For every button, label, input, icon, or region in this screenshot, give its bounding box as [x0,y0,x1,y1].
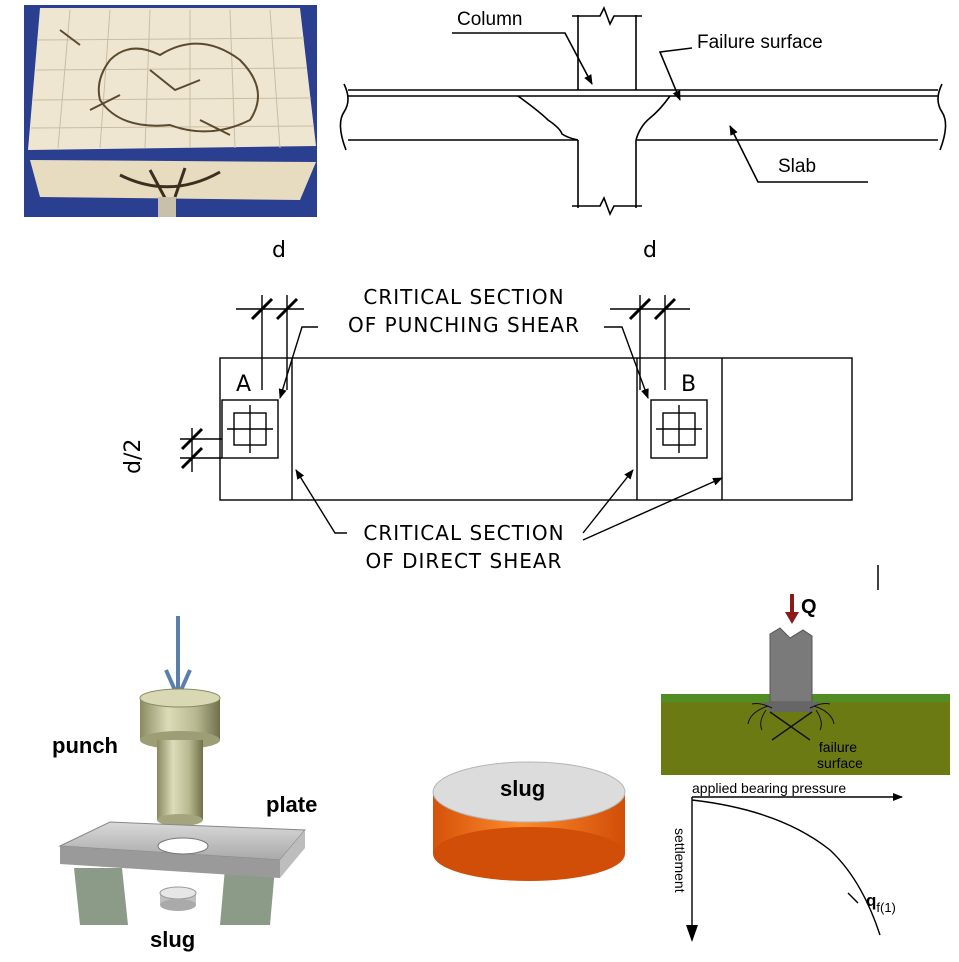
direct-shear-label-line2: OF DIRECT SHEAR [365,549,563,573]
slab-label: Slab [778,156,817,177]
failure-surface-soil-line1: failure [818,739,858,755]
bearing-capacity-diagram [661,594,950,942]
curve-q-main: q [866,891,877,910]
column-label: Column [457,9,523,30]
failure-surface-label: Failure surface [697,32,823,53]
plate-label: plate [266,792,318,817]
curve-q-sub: f(1) [876,900,896,915]
y-axis-label: settlement [672,828,688,893]
punch-plate-diagram [60,616,305,925]
load-q-label: Q [801,596,817,618]
column-a-label: A [236,372,252,397]
x-axis-label: applied bearing pressure [692,780,847,796]
slab-section-drawing [340,8,945,214]
column-b-label: B [681,372,697,397]
punching-shear-label-line2: OF PUNCHING SHEAR [348,313,580,337]
d-label-right: d [643,238,657,263]
punch-label: punch [52,733,118,758]
punching-shear-label-line1: CRITICAL SECTION [363,285,565,309]
d-half-label: d/2 [121,438,146,474]
direct-shear-label-line1: CRITICAL SECTION [363,521,565,545]
d-label-left: d [272,238,286,263]
small-slug-label: slug [150,927,196,952]
large-slug-label: slug [500,776,546,801]
slab-punching-failure-photo [24,5,317,217]
failure-surface-soil-line2: surface [817,755,863,771]
